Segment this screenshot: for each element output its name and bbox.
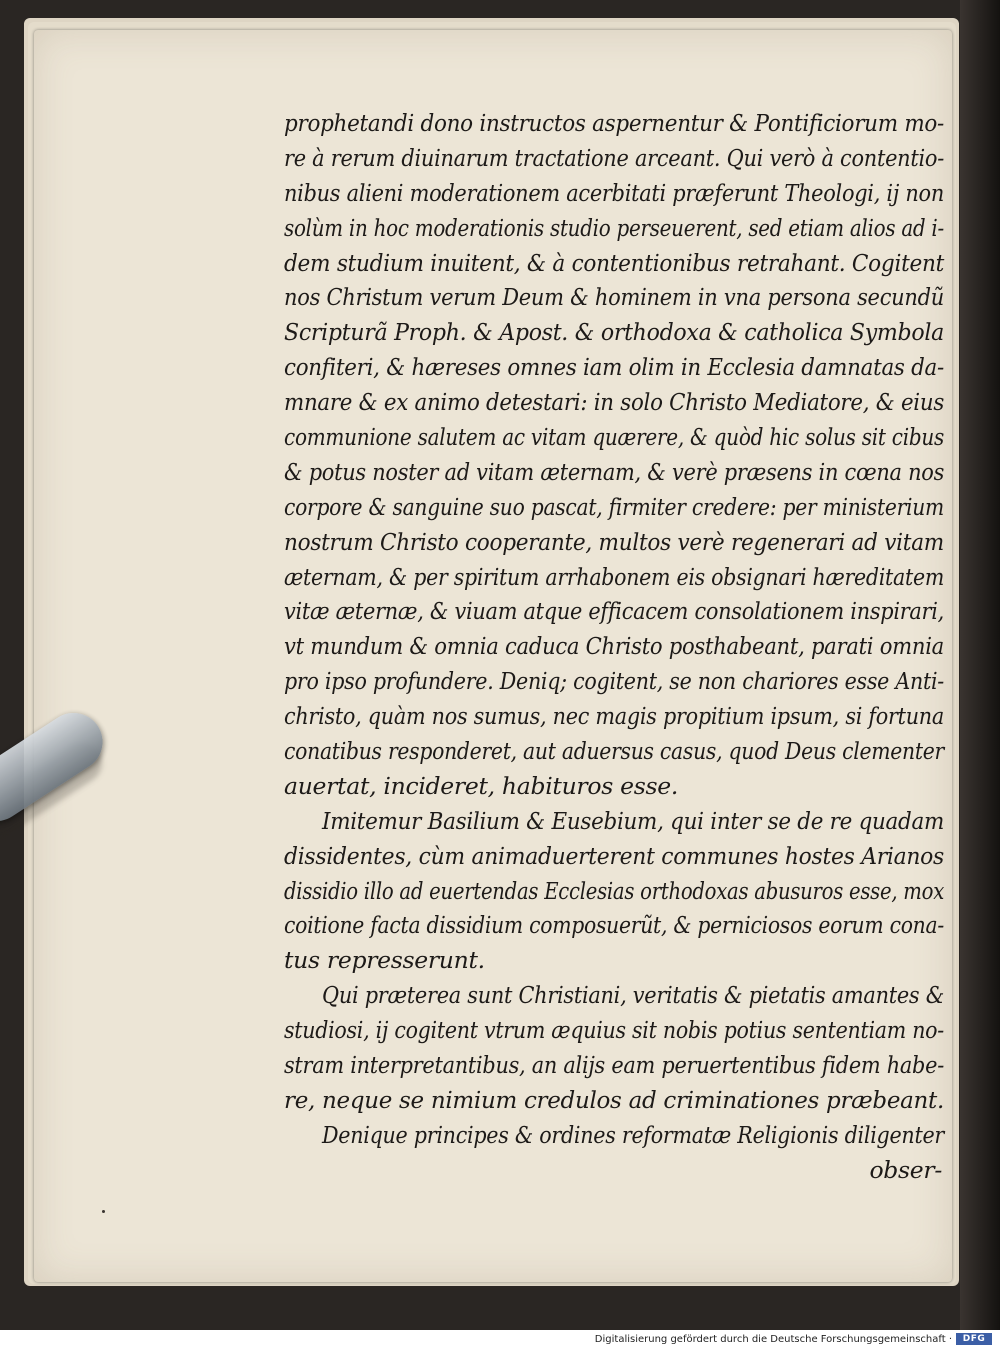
footer-bar <box>0 1330 1000 1347</box>
text-line: re à rerum diuinarum tractatione arceant. Qui verò à contentio- <box>284 143 945 172</box>
text-line: dissidio illo ad euertendas Ecclesias orthodoxas abusuros esse, mox <box>284 876 945 905</box>
text-line: nibus alieni moderationem acerbitati præferunt Theologi, ij non <box>284 178 945 207</box>
text-line: conatibus responderet, aut aduersus casus, quod Deus clementer <box>284 737 945 766</box>
funding-credit: Digitalisierung gefördert durch die Deutsche Forschungsgemeinschaft · <box>594 1334 952 1345</box>
text-line: dem studium inuitent, & à contentionibus retrahant. Cogitent <box>284 248 945 277</box>
paper-speck <box>102 1210 105 1213</box>
text-line: Denique principes & ordines reformatæ Religionis diligenter <box>322 1120 945 1149</box>
text-line: mnare & ex animo detestari: in solo Christo Mediatore, & eius <box>284 388 945 417</box>
text-line: studiosi, ij cogitent vtrum æquius sit nobis potius sententiam no- <box>284 1016 944 1045</box>
text-line: dissidentes, cùm animaduerterent communes hostes Arianos <box>284 841 944 870</box>
text-line: christo, quàm nos sumus, nec magis propitium ipsum, si fortuna <box>284 702 944 731</box>
text-line: Scripturã Proph. & Apost. & orthodoxa & catholica Symbola <box>284 318 944 347</box>
text-line: auertat, incideret, habituros esse. <box>284 771 679 800</box>
text-line: & potus noster ad vitam æternam, & verè præsens in cœna nos <box>284 457 945 486</box>
text-line: solùm in hoc moderationis studio perseuerent, sed etiam alios ad i- <box>284 213 944 242</box>
text-line: nos Christum verum Deum & hominem in vna persona secundũ <box>284 283 945 312</box>
text-line: tus represserunt. <box>284 946 485 975</box>
text-line: vitæ æternæ, & viuam atque efficacem consolationem inspirari, <box>284 597 944 626</box>
text-line: coitione facta dissidium composuerũt, & perniciosos eorum cona- <box>284 911 944 940</box>
page-text <box>284 106 944 1188</box>
text-line: Qui præterea sunt Christiani, veritatis & pietatis amantes & <box>322 981 944 1010</box>
text-line: æternam, & per spiritum arrhabonem eis obsignari hæreditatem <box>284 562 945 591</box>
text-line: stram interpretantibus, an alijs eam peruertentibus fidem habe- <box>284 1051 944 1080</box>
book-page <box>34 30 952 1282</box>
catchword: obser- <box>869 1155 942 1184</box>
text-line: pro ipso profundere. Deniq; cogitent, se non chariores esse Anti- <box>284 667 944 696</box>
text-line: re, neque se nimium credulos ad criminationes præbeant. <box>284 1085 945 1114</box>
text-line: vt mundum & omnia caduca Christo posthabeant, parati omnia <box>284 632 944 661</box>
text-line: communione salutem ac vitam quærere, & quòd hic solus sit cibus <box>284 423 945 452</box>
text-line: Imitemur Basilium & Eusebium, qui inter se de re quadam <box>322 806 945 835</box>
dfg-logo: DFG <box>956 1333 992 1345</box>
text-line: prophetandi dono instructos aspernentur & Pontificiorum mo- <box>284 109 945 137</box>
text-line: confiteri, & hæreses omnes iam olim in Ecclesia damnatas da- <box>284 353 944 382</box>
text-line: nostrum Christo cooperante, multos verè regenerari ad vitam <box>284 527 944 556</box>
text-line: corpore & sanguine suo pascat, firmiter credere: per ministerium <box>284 492 944 521</box>
